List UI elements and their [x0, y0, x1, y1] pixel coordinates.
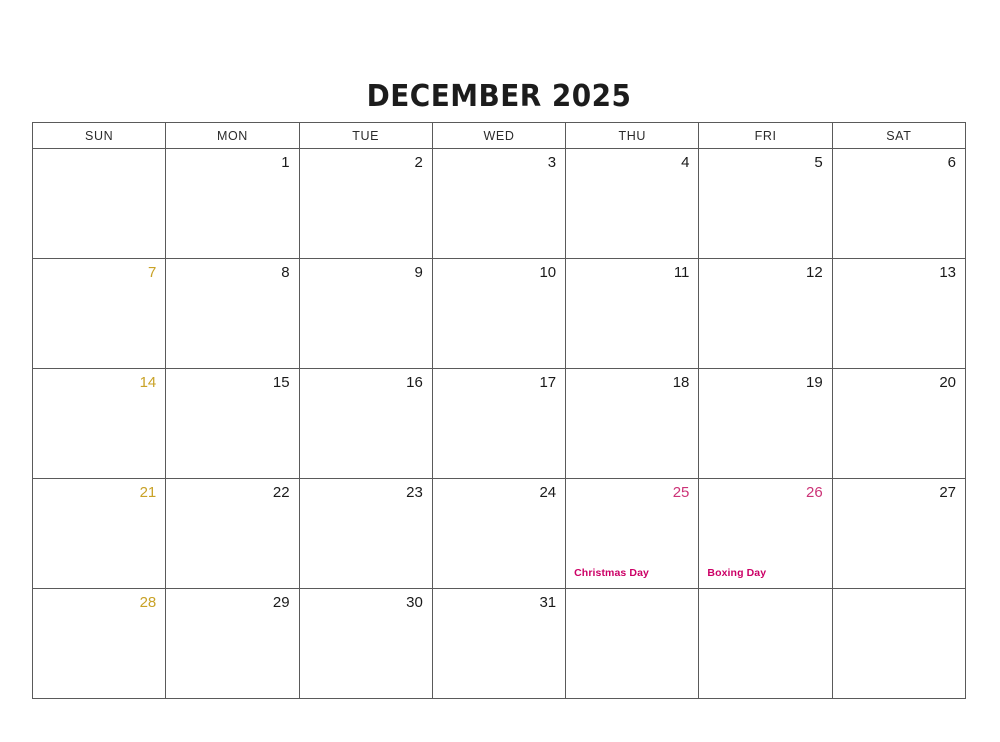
calendar-day-cell[interactable]: [299, 589, 432, 699]
day-number: 7: [147, 264, 157, 281]
calendar-day-cell[interactable]: [166, 259, 299, 369]
calendar-day-cell[interactable]: [566, 369, 699, 479]
calendar-day-cell[interactable]: [832, 259, 965, 369]
day-number: 30: [406, 594, 423, 611]
calendar-day-cell[interactable]: [566, 479, 699, 589]
day-number: 26: [806, 484, 823, 501]
calendar-day-cell[interactable]: [166, 149, 299, 259]
day-number: 22: [272, 484, 290, 501]
weekday-header-sat: SAT: [832, 123, 965, 149]
day-number: 28: [139, 594, 157, 611]
weekday-header-fri: FRI: [699, 123, 832, 149]
calendar-day-cell[interactable]: [299, 259, 432, 369]
calendar-day-cell[interactable]: [33, 259, 166, 369]
calendar-title: DECEMBER 2025: [366, 79, 632, 114]
day-event-label: Boxing Day: [707, 566, 767, 579]
calendar-body: [33, 149, 966, 699]
calendar-day-cell[interactable]: [699, 149, 832, 259]
day-number: 14: [139, 374, 157, 391]
day-number: 27: [939, 484, 956, 501]
day-number: 17: [539, 374, 557, 391]
day-number: 23: [406, 484, 423, 501]
calendar-day-cell[interactable]: [33, 589, 166, 699]
calendar-day-cell[interactable]: [432, 259, 565, 369]
calendar-week-row: [33, 589, 966, 699]
calendar-day-cell[interactable]: [166, 589, 299, 699]
day-number: 1: [281, 154, 290, 171]
day-event-label: Christmas Day: [574, 566, 649, 579]
calendar-day-cell[interactable]: [166, 479, 299, 589]
calendar-week-row: [33, 479, 966, 589]
calendar-day-cell[interactable]: [832, 589, 965, 699]
day-number: 10: [539, 264, 557, 281]
calendar-week-row: [33, 149, 966, 259]
calendar-grid: [32, 122, 966, 699]
day-number: 21: [139, 484, 157, 501]
weekday-header-thu: THU: [566, 123, 699, 149]
calendar-day-cell[interactable]: [699, 259, 832, 369]
calendar-day-cell[interactable]: [566, 259, 699, 369]
weekday-header-row: [33, 123, 966, 149]
calendar-day-cell[interactable]: [299, 369, 432, 479]
day-number: 16: [406, 374, 423, 391]
calendar-day-cell[interactable]: [299, 149, 432, 259]
calendar-container: [32, 0, 966, 699]
calendar-day-cell[interactable]: [699, 369, 832, 479]
day-number: 25: [672, 484, 690, 501]
calendar-week-row: [33, 369, 966, 479]
day-number: 19: [806, 374, 823, 391]
calendar-week-row: [33, 259, 966, 369]
day-number: 11: [673, 264, 690, 281]
calendar-day-cell[interactable]: [832, 149, 965, 259]
calendar-day-cell[interactable]: [33, 149, 166, 259]
calendar-day-cell[interactable]: [432, 479, 565, 589]
weekday-header-mon: MON: [166, 123, 299, 149]
weekday-header-tue: TUE: [299, 123, 432, 149]
day-number: 4: [681, 154, 690, 171]
day-number: 13: [939, 264, 956, 281]
day-number: 8: [281, 264, 290, 281]
weekday-header-sun: SUN: [33, 123, 166, 149]
day-number: 15: [272, 374, 290, 391]
calendar-day-cell[interactable]: [432, 589, 565, 699]
day-number: 24: [539, 484, 557, 501]
day-number: 29: [272, 594, 290, 611]
weekday-header-wed: WED: [432, 123, 565, 149]
calendar-day-cell[interactable]: [832, 479, 965, 589]
calendar-day-cell[interactable]: [33, 479, 166, 589]
calendar-day-cell[interactable]: [566, 149, 699, 259]
day-number: 18: [672, 374, 690, 391]
calendar-day-cell[interactable]: [33, 369, 166, 479]
calendar-day-cell[interactable]: [832, 369, 965, 479]
day-number: 6: [947, 154, 956, 171]
calendar-day-cell[interactable]: [432, 369, 565, 479]
day-number: 31: [539, 594, 557, 611]
calendar-day-cell[interactable]: [699, 479, 832, 589]
day-number: 3: [547, 154, 557, 171]
calendar-day-cell[interactable]: [566, 589, 699, 699]
day-number: 20: [939, 374, 956, 391]
calendar-day-cell[interactable]: [699, 589, 832, 699]
day-number: 9: [414, 264, 423, 281]
day-number: 5: [814, 154, 823, 171]
calendar-day-cell[interactable]: [166, 369, 299, 479]
calendar-day-cell[interactable]: [432, 149, 565, 259]
calendar-day-cell[interactable]: [299, 479, 432, 589]
day-number: 12: [806, 264, 823, 281]
day-number: 2: [414, 154, 423, 171]
